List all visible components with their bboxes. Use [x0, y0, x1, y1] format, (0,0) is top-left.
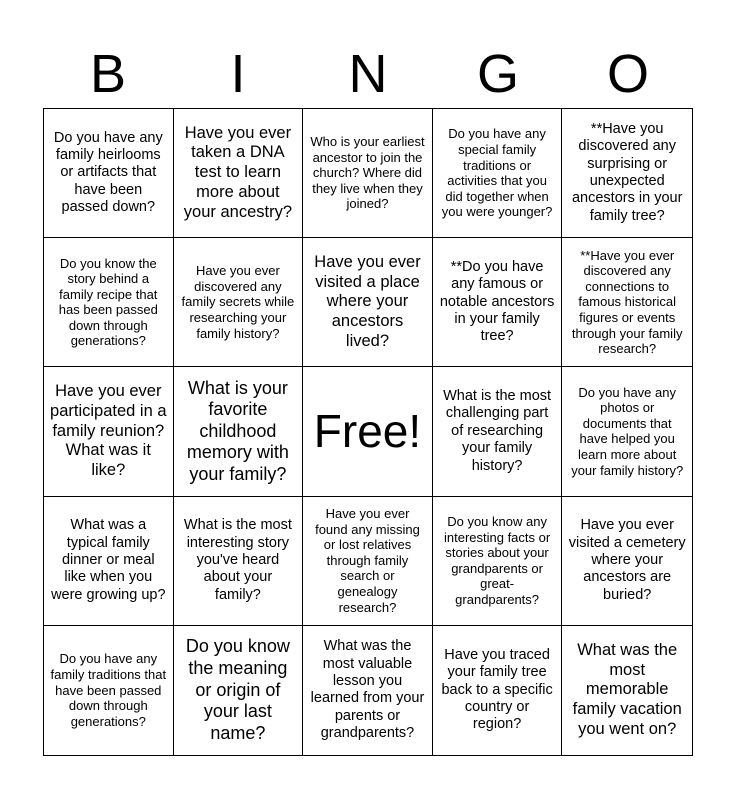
- bingo-cell-text: What was the most valuable lesson you learned from your parents or grandparents?: [310, 638, 425, 742]
- bingo-cell-r5-c5[interactable]: [562, 626, 692, 755]
- bingo-cell-r1-c2[interactable]: [174, 109, 304, 238]
- bingo-cell-r4-c4[interactable]: [433, 497, 563, 626]
- bingo-cell-r3-c4[interactable]: [433, 367, 563, 496]
- bingo-cell-r2-c4[interactable]: [433, 238, 563, 367]
- bingo-cell-text: **Have you discovered any surprising or unexpected ancestors in your family tree?: [571, 120, 683, 224]
- bingo-cell-text: Do you have any special family traditions or activities that you did together when you were younger?: [441, 126, 553, 220]
- bingo-cell-r3-c2[interactable]: [174, 367, 304, 496]
- bingo-cell-text: Have you ever discovered any family secrets while researching your family history?: [181, 263, 295, 341]
- bingo-cell-text: What was a typical family dinner or meal like when you were growing up?: [51, 517, 166, 603]
- bingo-board: [43, 108, 693, 756]
- header-letter-n: N: [348, 44, 388, 104]
- bingo-cell-text: Do you know any interesting facts or stories about your grandparents or great-grandparents?: [443, 513, 551, 607]
- bingo-cell-text: What is the most challenging part of researching your family history?: [443, 388, 552, 474]
- bingo-header: [43, 40, 693, 108]
- bingo-cell-r4-c3[interactable]: [303, 497, 433, 626]
- bingo-cell-text: Do you have any family heirlooms or artifacts that have been passed down?: [53, 129, 163, 216]
- bingo-cell-r3-c1[interactable]: [44, 367, 174, 496]
- bingo-cell-r1-c5[interactable]: [562, 109, 692, 238]
- bingo-cell-r4-c1[interactable]: [44, 497, 174, 626]
- bingo-cell-r2-c1[interactable]: [44, 238, 174, 367]
- bingo-cell-text: Have you traced your family tree back to a specific country or region?: [441, 646, 553, 733]
- bingo-cell-r4-c5[interactable]: [562, 497, 692, 626]
- header-letter-i: I: [230, 44, 246, 104]
- bingo-cell-text: Have you ever visited a cemetery where your ancestors are buried?: [568, 517, 686, 603]
- bingo-cell-text: Have you ever visited a place where your ancestors lived?: [314, 252, 421, 350]
- bingo-cell-r5-c1[interactable]: [44, 626, 174, 755]
- bingo-cell-r2-c2[interactable]: [174, 238, 304, 367]
- bingo-cell-text: Do you have any family traditions that have been passed down through generations?: [50, 651, 167, 729]
- bingo-cell-text: Have you ever taken a DNA test to learn more about your ancestry?: [183, 123, 292, 221]
- bingo-cell-r4-c2[interactable]: [174, 497, 304, 626]
- bingo-cell-r2-c5[interactable]: [562, 238, 692, 367]
- header-letter-o: O: [606, 44, 649, 104]
- bingo-cell-text: Who is your earliest ancestor to join the church? Where did they live when they joined?: [310, 134, 425, 212]
- bingo-cell-r5-c2[interactable]: [174, 626, 304, 755]
- bingo-cell-text: What is your favorite childhood memory with your family?: [186, 377, 289, 484]
- bingo-cell-text: **Have you ever discovered any connections to famous historical figures or events through your family research?: [571, 247, 683, 357]
- bingo-cell-text: Have you ever participated in a family reunion? What was it like?: [50, 382, 167, 480]
- bingo-cell-r3-c5[interactable]: [562, 367, 692, 496]
- free-space-label: Free!: [313, 405, 422, 458]
- bingo-cell-r1-c4[interactable]: [433, 109, 563, 238]
- header-letter-g: G: [476, 44, 519, 104]
- free-space[interactable]: [303, 367, 433, 496]
- header-letter-b: B: [89, 44, 127, 104]
- bingo-cell-text: What was the most memorable family vacation you went on?: [572, 640, 682, 739]
- bingo-cell-r5-c4[interactable]: [433, 626, 563, 755]
- bingo-cell-r5-c3[interactable]: [303, 626, 433, 755]
- bingo-cell-text: Do you have any photos or documents that have helped you learn more about your family history?: [571, 384, 684, 478]
- bingo-cell-r2-c3[interactable]: [303, 238, 433, 367]
- bingo-cell-r1-c1[interactable]: [44, 109, 174, 238]
- bingo-cell-text: What is the most interesting story you've heard about your family?: [183, 517, 292, 603]
- bingo-cell-text: **Do you have any famous or notable ancestors in your family tree?: [439, 258, 555, 345]
- bingo-cell-text: Do you know the meaning or origin of your last name?: [185, 636, 290, 743]
- bingo-cell-text: Have you ever found any missing or lost relatives through family search or genealogy research?: [315, 506, 420, 615]
- bingo-cell-r1-c3[interactable]: [303, 109, 433, 238]
- bingo-cell-text: Do you know the story behind a family recipe that has been passed down through generations?: [58, 255, 158, 349]
